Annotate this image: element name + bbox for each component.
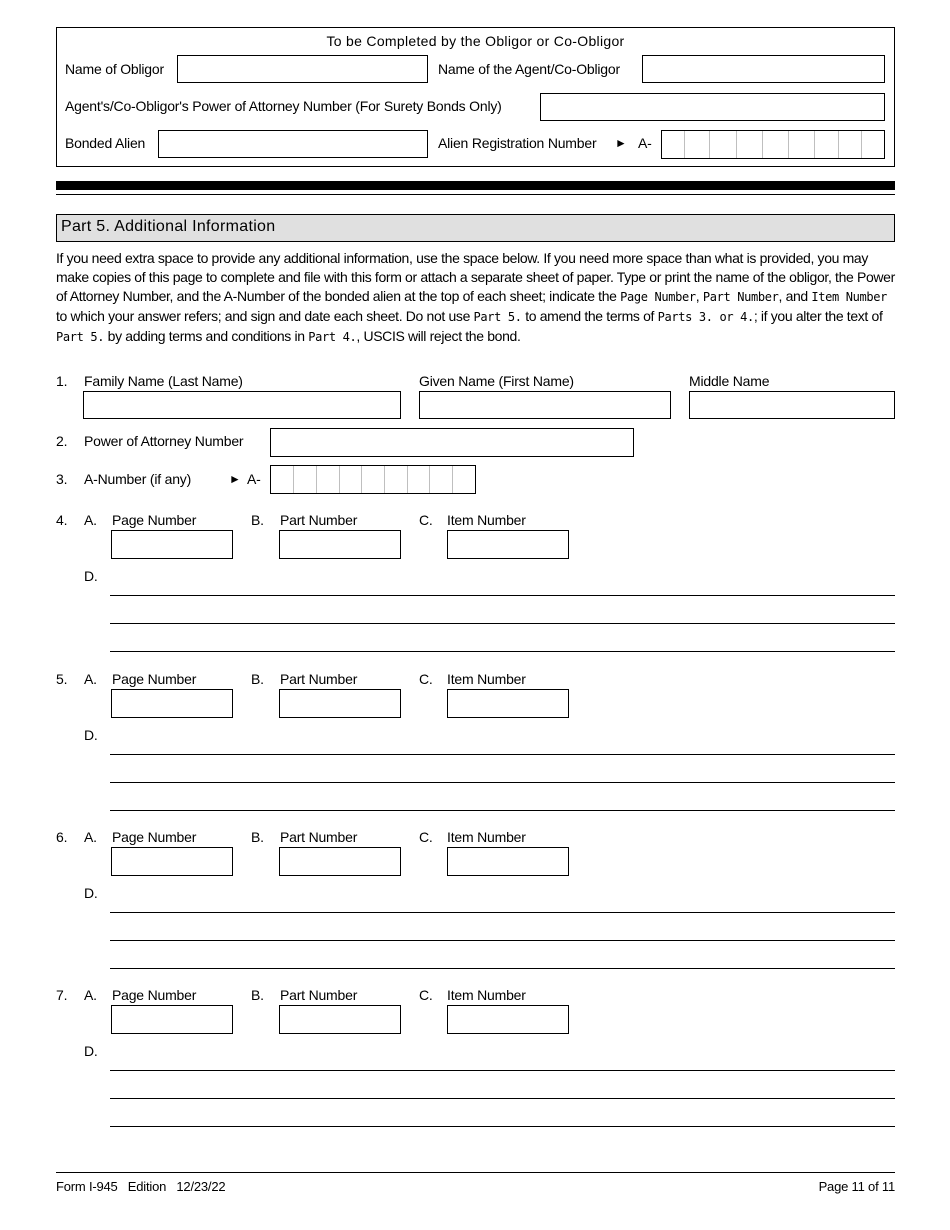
- alien-registration-label: Alien Registration Number: [438, 135, 597, 151]
- page-number-field[interactable]: [111, 530, 233, 559]
- answer-line[interactable]: [110, 595, 895, 596]
- entry-a-letter: A.: [84, 671, 97, 687]
- item-2-number: 2.: [56, 433, 68, 449]
- entry-block: [0, 986, 950, 1146]
- entry-a-letter: A.: [84, 512, 97, 528]
- family-name-label: Family Name (Last Name): [84, 373, 243, 389]
- intro-text: , USCIS will reject the bond.: [356, 328, 521, 344]
- entry-block: [0, 511, 950, 671]
- part-number-field[interactable]: [279, 847, 401, 876]
- answer-line[interactable]: [110, 968, 895, 969]
- bonded-alien-label: Bonded Alien: [65, 135, 146, 151]
- entry-c-letter: C.: [419, 512, 433, 528]
- item-1-number: 1.: [56, 373, 68, 389]
- intro-text: , and: [778, 288, 812, 304]
- part-number-label: Part Number: [280, 829, 358, 845]
- answer-line[interactable]: [110, 651, 895, 652]
- entry-b-letter: B.: [251, 512, 264, 528]
- item-number-field[interactable]: [447, 1005, 569, 1034]
- arrow-right-icon: ►: [615, 136, 627, 150]
- item-number-label: Item Number: [447, 512, 526, 528]
- item-number-label: Item Number: [447, 987, 526, 1003]
- footer-rule: [56, 1172, 895, 1173]
- poa-label: Agent's/Co-Obligor's Power of Attorney Number (For Surety Bonds Only): [65, 98, 502, 114]
- answer-line[interactable]: [110, 782, 895, 783]
- given-name-label: Given Name (First Name): [419, 373, 574, 389]
- answer-line[interactable]: [110, 754, 895, 755]
- part-number-label: Part Number: [280, 671, 358, 687]
- intro-text: ; if you alter the text of: [753, 308, 883, 324]
- name-of-obligor-field[interactable]: [177, 55, 428, 83]
- part5-heading: Part 5. Additional Information: [61, 218, 276, 235]
- answer-line[interactable]: [110, 940, 895, 941]
- page-number-label: Page Number: [112, 829, 197, 845]
- entry-block: [0, 828, 950, 988]
- agent-field[interactable]: [642, 55, 885, 83]
- poa-field[interactable]: [540, 93, 885, 121]
- bonded-alien-field[interactable]: [158, 130, 428, 158]
- a-number-label: A-Number (if any): [84, 471, 192, 487]
- middle-name-label: Middle Name: [689, 373, 770, 389]
- form-edition: Form I-945 Edition 12/23/22: [56, 1179, 226, 1194]
- page-number-label: Page Number: [112, 671, 197, 687]
- arrow-right-icon: ►: [229, 472, 241, 486]
- entry-a-letter: A.: [84, 829, 97, 845]
- name-of-obligor-label: Name of Obligor: [65, 61, 164, 77]
- item-number-field[interactable]: [447, 847, 569, 876]
- section-divider-thin: [56, 194, 895, 195]
- answer-line[interactable]: [110, 912, 895, 913]
- intro-text: ,: [695, 288, 703, 304]
- page-indicator: Page 11 of 11: [818, 1179, 895, 1194]
- item-number-label: Item Number: [447, 671, 526, 687]
- intro-page-number: Page Number: [620, 290, 696, 304]
- entry-c-letter: C.: [419, 829, 433, 845]
- intro-part5: Part 5.: [473, 310, 522, 324]
- intro-item-number: Item Number: [811, 290, 888, 304]
- page-number-label: Page Number: [112, 512, 197, 528]
- agent-label: Name of the Agent/Co-Obligor: [438, 61, 620, 77]
- item-number-field[interactable]: [447, 530, 569, 559]
- page-number-field[interactable]: [111, 847, 233, 876]
- entry-number: 7.: [56, 987, 68, 1003]
- intro-part-number: Part Number: [702, 290, 779, 304]
- intro-text: to which your answer refers; and sign and date each sheet. Do not use: [56, 308, 474, 324]
- middle-name-field[interactable]: [689, 391, 895, 419]
- answer-line[interactable]: [110, 1126, 895, 1127]
- part-number-field[interactable]: [279, 689, 401, 718]
- entry-d-letter: D.: [84, 885, 98, 901]
- entry-block: [0, 670, 950, 830]
- item-number-label: Item Number: [447, 829, 526, 845]
- entry-b-letter: B.: [251, 987, 264, 1003]
- page-number-field[interactable]: [111, 689, 233, 718]
- answer-line[interactable]: [110, 810, 895, 811]
- page-number-field[interactable]: [111, 1005, 233, 1034]
- part-number-field[interactable]: [279, 1005, 401, 1034]
- answer-line[interactable]: [110, 1098, 895, 1099]
- entry-number: 6.: [56, 829, 68, 845]
- entry-b-letter: B.: [251, 829, 264, 845]
- intro-text: If you need extra space to provide any additional information, use the space below. If you need more space than what is provided, you may make copies of this page to complete and file with this form or attach a separate sheet of paper. Type or print the name of the obligor, the Power of Attorney Number, and the A-Number of the bonded alien at the top of each sheet; indicate the: [56, 250, 895, 304]
- intro-text: by adding terms and conditions in: [104, 328, 309, 344]
- family-name-field[interactable]: [83, 391, 401, 419]
- entry-number: 5.: [56, 671, 68, 687]
- answer-line[interactable]: [110, 623, 895, 624]
- part-number-label: Part Number: [280, 512, 358, 528]
- part-number-field[interactable]: [279, 530, 401, 559]
- alien-registration-field[interactable]: [661, 130, 885, 159]
- part-number-label: Part Number: [280, 987, 358, 1003]
- item-3-number: 3.: [56, 471, 68, 487]
- entry-d-letter: D.: [84, 1043, 98, 1059]
- power-of-attorney-field[interactable]: [270, 428, 634, 457]
- entry-c-letter: C.: [419, 987, 433, 1003]
- intro-part5: Part 5.: [56, 330, 105, 344]
- intro-parts-3-4: Parts 3. or 4.: [657, 310, 754, 324]
- entry-d-letter: D.: [84, 568, 98, 584]
- part5-instructions: [56, 249, 901, 347]
- given-name-field[interactable]: [419, 391, 671, 419]
- entry-a-letter: A.: [84, 987, 97, 1003]
- entry-d-letter: D.: [84, 727, 98, 743]
- obligor-section-title: To be Completed by the Obligor or Co-Obligor: [326, 33, 625, 49]
- entry-c-letter: C.: [419, 671, 433, 687]
- entry-number: 4.: [56, 512, 68, 528]
- entry-b-letter: B.: [251, 671, 264, 687]
- a-prefix: A-: [638, 135, 652, 151]
- item-number-field[interactable]: [447, 689, 569, 718]
- page-number-label: Page Number: [112, 987, 197, 1003]
- power-of-attorney-label: Power of Attorney Number: [84, 433, 244, 449]
- answer-line[interactable]: [110, 1070, 895, 1071]
- section-divider: [56, 181, 895, 190]
- intro-text: to amend the terms of: [521, 308, 658, 324]
- a-prefix: A-: [247, 471, 261, 487]
- intro-part4: Part 4.: [308, 330, 357, 344]
- a-number-field[interactable]: [270, 465, 476, 494]
